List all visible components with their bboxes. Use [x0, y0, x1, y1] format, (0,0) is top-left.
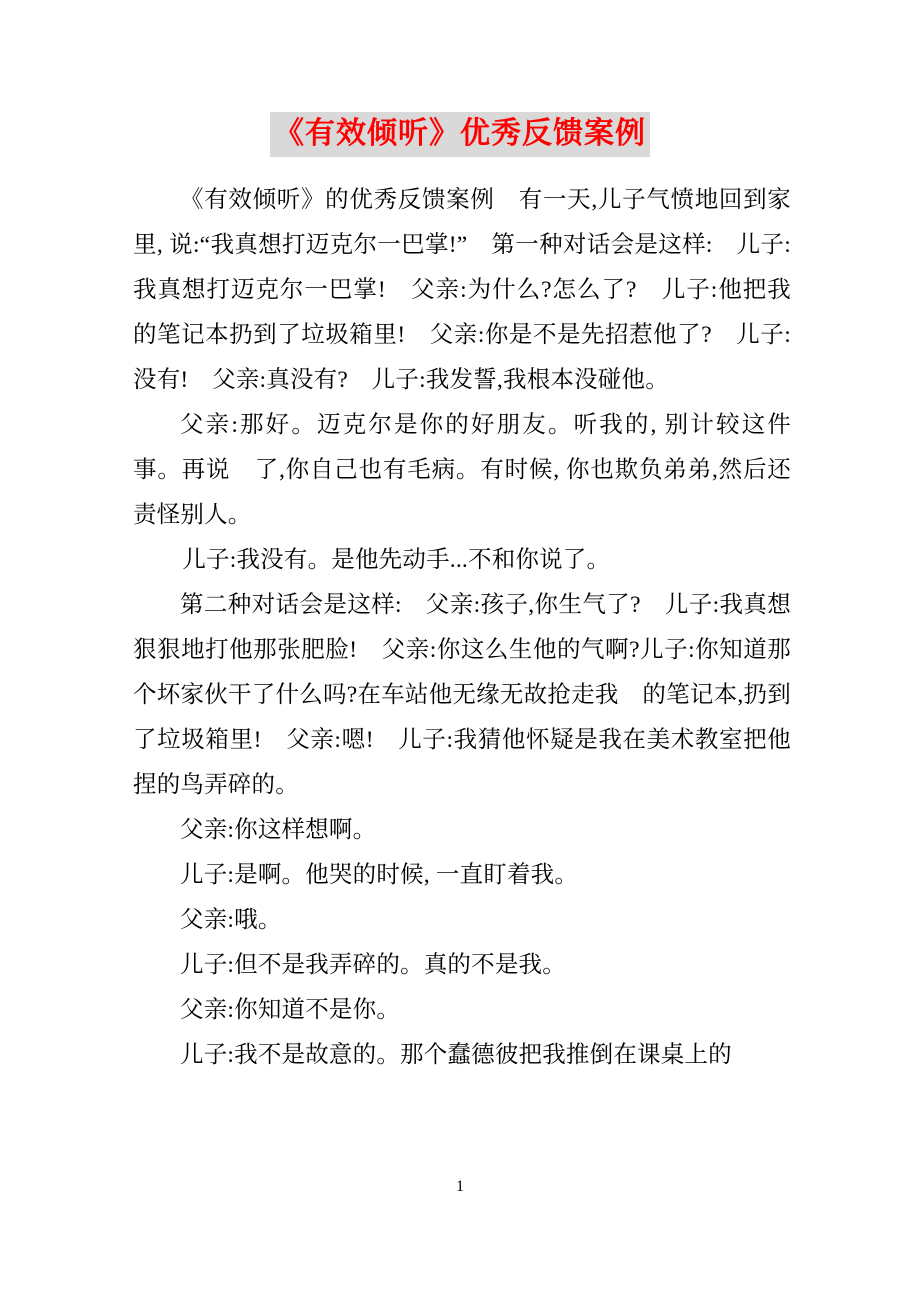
paragraph: 儿子:但不是我弄碎的。真的不是我。: [180, 952, 566, 978]
paragraph: 第二种对话会是这样: 父亲:孩子,你生气了? 儿子:我真想狠狠地打他那张肥脸! 父亲:你这么生他的气啊?儿子:你知道那个坏家伙干了什么吗?在车站他无缘无故抢走我 的笔记本,扔到了垃圾箱里! 父亲:嗯! 儿子:我猜他怀疑是我在美术教室把他捏的鸟弄碎的。: [133, 592, 791, 798]
paragraph: 儿子:我没有。是他先动手...不和你说了。: [182, 547, 611, 573]
paragraph: 父亲:你知道不是你。: [180, 997, 401, 1023]
title-row: [0, 112, 920, 157]
paragraph: 儿子:我不是故意的。那个蠢德彼把我推倒在课桌上的: [180, 1042, 732, 1068]
page-number: 1: [456, 1178, 464, 1195]
paragraph: 《有效倾听》的优秀反馈案例 有一天,儿子气愤地回到家里, 说:“我真想打迈克尔一巴掌!” 第一种对话会是这样: 儿子:我真想打迈克尔一巴掌! 父亲:为什么?怎么了? 儿子:他把我的笔记本扔到了垃圾箱里! 父亲:你是不是先招惹他了? 儿子:没有! 父亲:真没有? 儿子:我发誓,我根本没碰他。: [133, 187, 791, 393]
paragraph: 父亲:你这样想啊。: [180, 817, 377, 843]
paragraph: 儿子:是啊。他哭的时候, 一直盯着我。: [180, 862, 579, 888]
document-body: [133, 178, 791, 1078]
paragraph: 父亲:那好。迈克尔是你的好朋友。听我的, 别计较这件事。再说 了,你自己也有毛病。有时候, 你也欺负弟弟,然后还责怪别人。: [133, 412, 791, 528]
page-title: 《有效倾听》优秀反馈案例: [270, 112, 650, 157]
paragraph: 父亲:哦。: [180, 907, 282, 933]
